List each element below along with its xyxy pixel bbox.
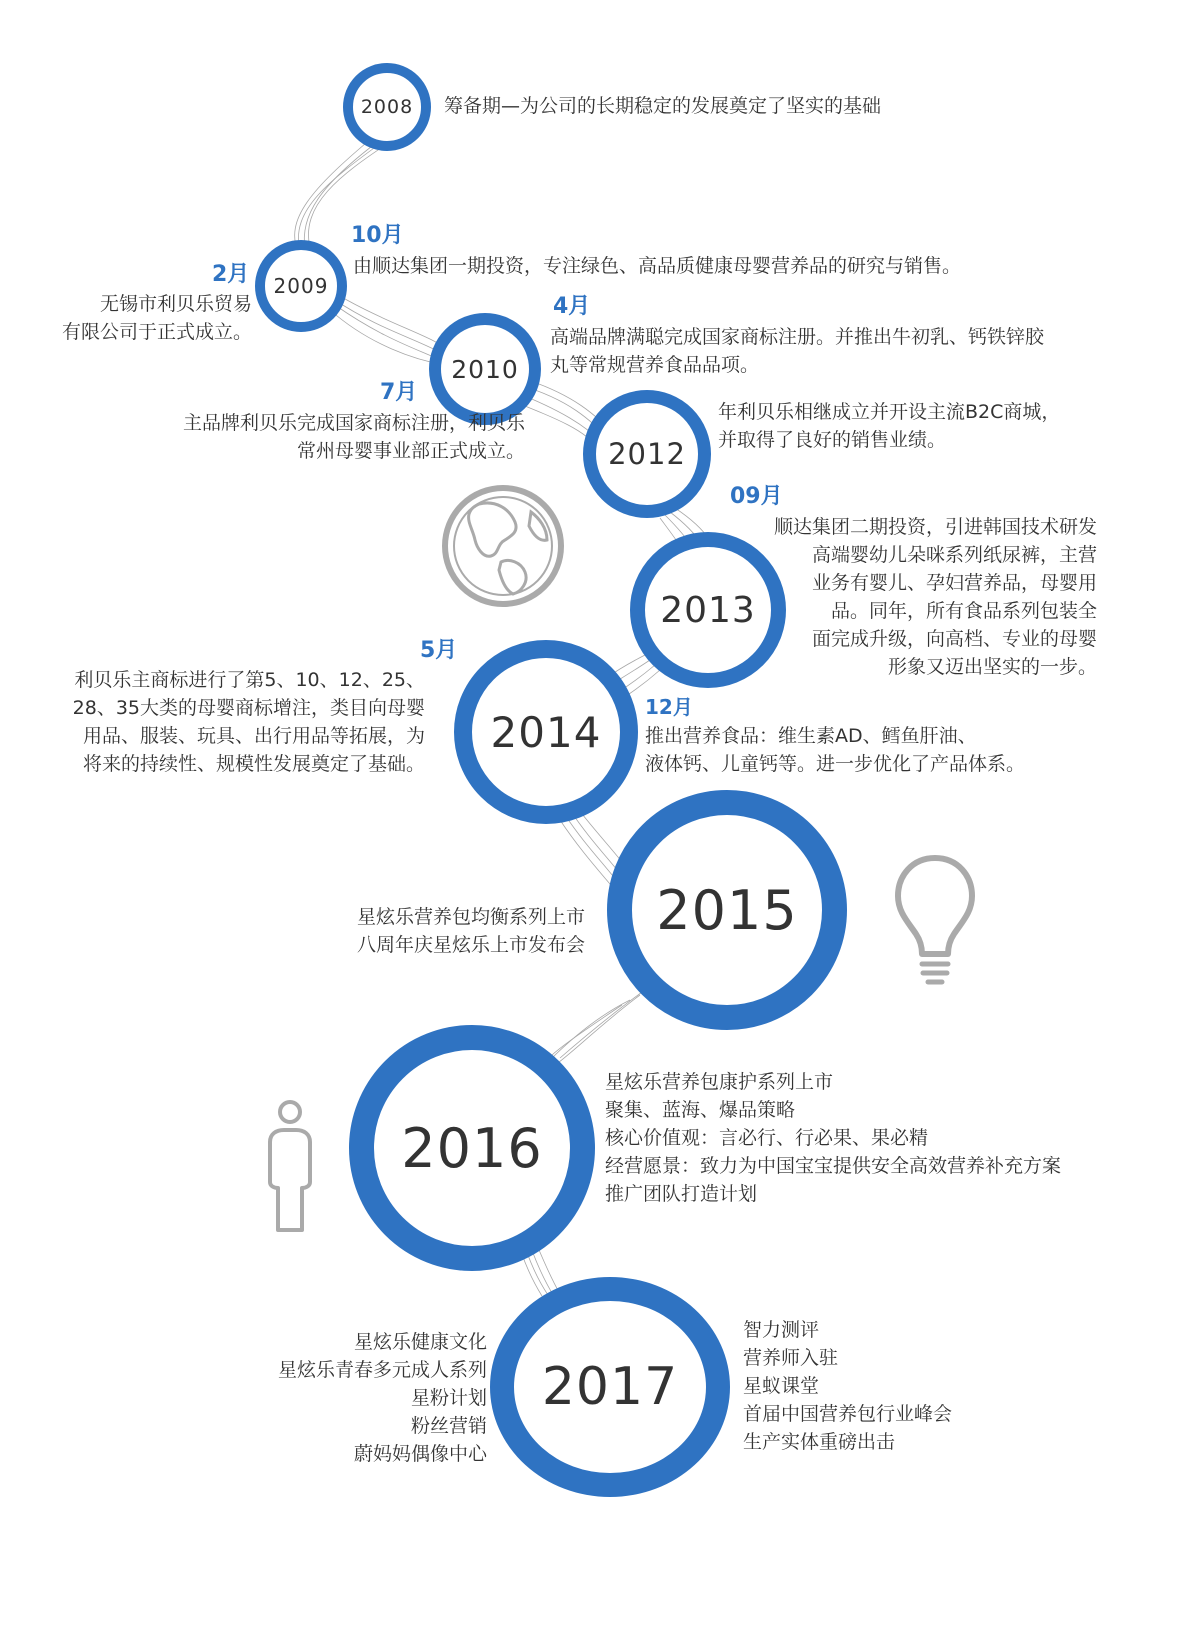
text-line: 顺达集团二期投资，引进韩国技术研发 [773,516,1097,538]
text-line: 面完成升级，向高档、专业的母婴 [811,628,1097,650]
year-2015-circle [607,790,847,1030]
year-label: 2015 [656,878,798,942]
year-label: 2008 [360,96,414,118]
text-line: 无锡市利贝乐贸易 [99,293,252,315]
text-line: 并取得了良好的销售业绩。 [718,429,947,451]
text-line: 星炫乐健康文化 [353,1331,487,1353]
text-line: 丸等常规营养食品品项。 [550,354,760,376]
milestone-2010-apr-text [550,323,1044,379]
text-line: 聚集、蓝海、爆品策略 [605,1099,796,1121]
milestone-2009-feb-text [62,290,252,346]
year-2012-circle [583,390,711,518]
year-label: 2017 [541,1357,679,1417]
text-line: 星炫乐营养包均衡系列上市 [356,906,585,928]
month-label-2009-feb: 2月 [212,262,250,287]
milestone-2012-text [718,398,1060,454]
text-line: 经营愿景：致力为中国宝宝提供安全高效营养补充方案 [605,1155,1062,1177]
text-line: 年利贝乐相继成立并开设主流B2C商城， [718,401,1061,423]
year-label: 2016 [401,1116,543,1180]
text-line: 营养师入驻 [743,1347,839,1369]
text-line: 首届中国营养包行业峰会 [743,1403,953,1425]
text-line: 核心价值观：言必行、行必果、果必精 [605,1127,929,1149]
month-label-2010-apr: 4月 [553,294,591,319]
year-2009-circle [255,240,347,332]
text-line: 蔚妈妈偶像中心 [353,1443,487,1465]
text-line: 智力测评 [743,1319,820,1341]
text-line: 星粉计划 [410,1387,487,1409]
milestone-2008-text: 筹备期—为公司的长期稳定的发展奠定了坚实的基础 [444,95,882,117]
text-line: 高端品牌满聪完成国家商标注册。并推出牛初乳、钙铁锌胶 [550,326,1045,348]
month-label-2009-oct: 10月 [351,223,404,248]
milestone-2013-text [774,513,1097,681]
text-line: 液体钙、儿童钙等。进一步优化了产品体系。 [645,753,1026,775]
month-label-2013-sep: 09月 [730,484,783,509]
text-line: 将来的持续性、规模性发展奠定了基础。 [82,753,425,775]
text-line: 28、35大类的母婴商标增注，类目向母婴 [72,697,425,719]
text-line: 星炫乐青春多元成人系列 [277,1359,487,1381]
text-line: 高端婴幼儿朵咪系列纸尿裤，主营 [811,544,1097,566]
milestone-2017-right-text [743,1316,952,1456]
text-line: 形象又迈出坚实的一步。 [887,656,1097,678]
year-label: 2014 [490,707,602,757]
person-icon [258,1098,322,1238]
year-label: 2013 [660,589,756,631]
milestone-2017-left-text [278,1328,487,1468]
text-line: 星蚁课堂 [743,1375,820,1397]
text-line: 用品、服装、玩具、出行用品等拓展，为 [82,725,425,747]
text-line: 推出营养食品：维生素AD、鳕鱼肝油、 [645,725,977,747]
month-label-2014-may: 5月 [420,638,458,663]
text-line: 生产实体重磅出击 [743,1431,896,1453]
year-2016-circle [349,1025,595,1271]
year-2014-circle [454,640,638,824]
globe-icon [439,482,567,610]
text-line: 主品牌利贝乐完成国家商标注册，利贝乐 [182,412,525,434]
year-label: 2009 [273,274,329,298]
milestone-2014-dec-text [645,722,1025,778]
lightbulb-icon [890,850,980,990]
year-2013-circle [630,532,786,688]
text-line: 推广团队打造计划 [605,1183,758,1205]
milestone-2009-oct-text: 由顺达集团一期投资，专注绿色、高品质健康母婴营养品的研究与销售。 [353,255,962,277]
text-line: 粉丝营销 [410,1415,487,1437]
text-line: 星炫乐营养包康护系列上市 [605,1071,834,1093]
text-line: 常州母婴事业部正式成立。 [296,440,525,462]
year-label: 2012 [608,437,686,471]
year-label: 2010 [451,354,519,384]
text-line: 品。同年，所有食品系列包装全 [830,600,1097,622]
text-line: 八周年庆星炫乐上市发布会 [356,934,585,956]
month-label-2010-jul: 7月 [380,380,418,405]
milestone-2016-text [605,1068,1061,1208]
year-2017-circle [490,1277,730,1497]
text-line: 有限公司于正式成立。 [61,321,252,343]
milestone-2010-jul-text [183,409,525,465]
year-2008-circle [343,63,431,151]
text-line: 业务有婴儿、孕妇营养品，母婴用 [811,572,1097,594]
milestone-2015-text [357,903,585,959]
text-line: 利贝乐主商标进行了第5、10、12、25、 [74,669,425,691]
month-label-2014-dec: 12月 [645,695,693,719]
milestone-2014-may-text [73,666,425,778]
